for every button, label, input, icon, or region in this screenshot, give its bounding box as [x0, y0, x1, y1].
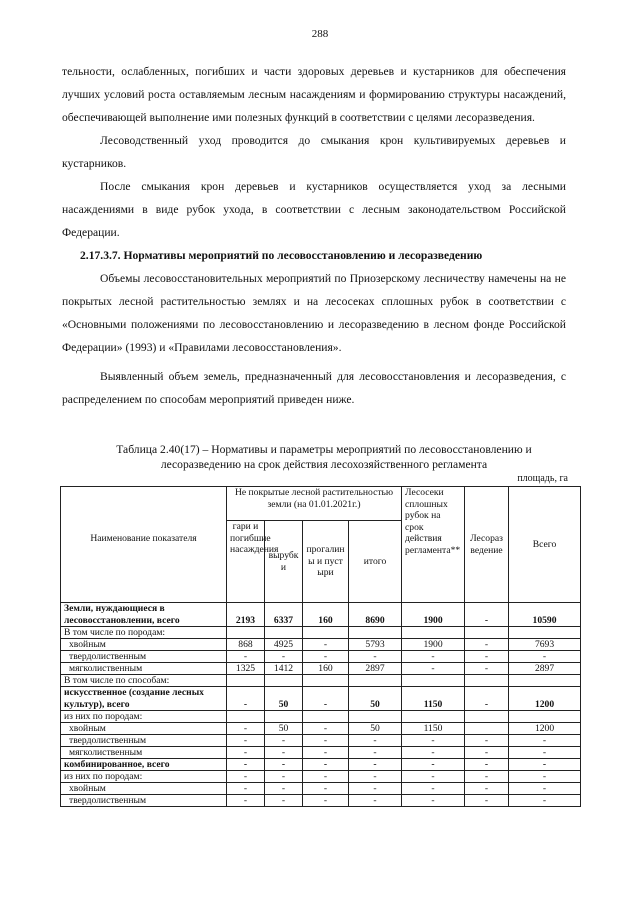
row-value: - — [465, 783, 509, 795]
row-value: 8690 — [349, 603, 402, 627]
header-vsego: Всего — [509, 487, 581, 603]
table-row — [61, 735, 581, 747]
row-value: - — [265, 759, 303, 771]
row-value: - — [402, 783, 465, 795]
row-value: - — [349, 735, 402, 747]
row-value — [303, 711, 349, 723]
row-value: - — [227, 723, 265, 735]
row-value: - — [303, 783, 349, 795]
row-value: - — [509, 651, 581, 663]
row-value: 160 — [303, 603, 349, 627]
row-value: - — [402, 663, 465, 675]
row-value — [402, 675, 465, 687]
row-label: из них по породам: — [61, 711, 227, 723]
row-value: - — [349, 651, 402, 663]
row-label: В том числе по породам: — [61, 627, 227, 639]
row-value — [465, 675, 509, 687]
row-value: - — [402, 651, 465, 663]
row-value — [509, 627, 581, 639]
row-value: - — [265, 795, 303, 807]
row-value: 1150 — [402, 723, 465, 735]
row-value: - — [402, 735, 465, 747]
row-label: комбинированное, всего — [61, 759, 227, 771]
table-row — [61, 687, 581, 711]
row-value — [227, 711, 265, 723]
row-value — [265, 675, 303, 687]
row-value: 50 — [349, 687, 402, 711]
row-value: - — [402, 771, 465, 783]
row-value — [509, 711, 581, 723]
row-value: 50 — [265, 723, 303, 735]
table-row — [61, 795, 581, 807]
row-value: - — [465, 651, 509, 663]
row-label: твердолиственным — [61, 735, 227, 747]
row-value — [227, 627, 265, 639]
header-progaliny: прогалины и пустыри — [303, 521, 349, 603]
row-value: - — [465, 759, 509, 771]
table-caption-line: Таблица 2.40(17) – Нормативы и параметры мероприятий по лесовосстановлению и — [116, 443, 532, 456]
row-value: 2193 — [227, 603, 265, 627]
row-value: 6337 — [265, 603, 303, 627]
row-value: 1200 — [509, 687, 581, 711]
row-value: - — [265, 783, 303, 795]
table-row — [61, 627, 581, 639]
row-value: - — [265, 747, 303, 759]
row-value: - — [509, 771, 581, 783]
row-value — [402, 711, 465, 723]
row-label: Земли, нуждающиеся в лесовосстановлении, всего — [61, 603, 227, 627]
table-row — [61, 771, 581, 783]
header-vyrubki: вырубки — [265, 521, 303, 603]
row-value: - — [303, 747, 349, 759]
table-row — [61, 675, 581, 687]
row-value — [465, 723, 509, 735]
row-value: - — [227, 759, 265, 771]
table-row — [61, 651, 581, 663]
row-value: - — [509, 747, 581, 759]
row-label: искусственное (создание лесных культур), всего — [61, 687, 227, 711]
row-value: - — [349, 795, 402, 807]
row-value: - — [303, 771, 349, 783]
row-value: - — [349, 783, 402, 795]
row-value: - — [303, 735, 349, 747]
row-value: 1325 — [227, 663, 265, 675]
table-row — [61, 783, 581, 795]
row-value: 7693 — [509, 639, 581, 651]
header-gari: гари и погибшие насаждения — [227, 521, 265, 603]
row-value — [349, 675, 402, 687]
row-value — [465, 627, 509, 639]
row-value: - — [509, 759, 581, 771]
header-lesoseki: Лесосеки сплошных рубок на срок действия регламента** — [402, 487, 465, 603]
row-value: - — [265, 771, 303, 783]
row-value: 1150 — [402, 687, 465, 711]
table-row — [61, 747, 581, 759]
table-unit: площадь, га — [517, 473, 568, 484]
row-label: мягколиственным — [61, 663, 227, 675]
row-value: - — [303, 651, 349, 663]
row-value: 10590 — [509, 603, 581, 627]
table-row — [61, 663, 581, 675]
row-value: - — [227, 783, 265, 795]
row-label: хвойным — [61, 723, 227, 735]
row-value — [227, 675, 265, 687]
row-value: 160 — [303, 663, 349, 675]
row-value — [349, 627, 402, 639]
row-label: хвойным — [61, 783, 227, 795]
paragraph: Объемы лесовосстановительных мероприятий по Приозерскому лесничеству намечены на не покрытых лесной растительностью землях и на лесосеках сплошных рубок в соответствии с «Основными положениями по лесовосстановлению и лесоразведению в лесном фонде Российской Федерации» (1993) и «Правилами лесовосстановления». — [62, 272, 566, 354]
row-value: 1412 — [265, 663, 303, 675]
row-value: 50 — [349, 723, 402, 735]
row-value: 1900 — [402, 603, 465, 627]
row-value: - — [303, 759, 349, 771]
table-caption-line: лесоразведению на срок действия лесохозяйственного регламента — [160, 458, 488, 471]
row-label: хвойным — [61, 639, 227, 651]
table-row — [61, 723, 581, 735]
table-row — [61, 711, 581, 723]
row-label: твердолиственным — [61, 651, 227, 663]
paragraph: тельности, ослабленных, погибших и части здоровых деревьев и кустарников для обеспечения лучших условий роста оставляемым лесным насаждениям и формированию структуры насаждений, обеспечивающей выполнение ими полезных функций в соответствии с целями лесоразведения. — [62, 65, 566, 124]
row-value: - — [349, 759, 402, 771]
row-value: - — [349, 747, 402, 759]
header-itogo: итого — [349, 521, 402, 603]
row-value: - — [265, 735, 303, 747]
row-value: - — [265, 651, 303, 663]
row-value: - — [509, 783, 581, 795]
row-value: 1900 — [402, 639, 465, 651]
row-value: - — [303, 639, 349, 651]
table-row — [61, 639, 581, 651]
row-value: - — [227, 735, 265, 747]
row-value: - — [465, 639, 509, 651]
row-value: - — [303, 723, 349, 735]
paragraph: После смыкания крон деревьев и кустарников осуществляется уход за лесными насаждениями в виде рубок ухода, в соответствии с лесным законодательством Российской Федерации. — [62, 180, 566, 239]
row-value: - — [227, 747, 265, 759]
row-value: - — [465, 603, 509, 627]
page-number: 288 — [311, 28, 329, 40]
row-value: - — [465, 735, 509, 747]
row-value: - — [303, 795, 349, 807]
row-value: 2897 — [349, 663, 402, 675]
row-value: - — [465, 771, 509, 783]
row-value — [303, 675, 349, 687]
row-value: 50 — [265, 687, 303, 711]
row-label: твердолиственным — [61, 795, 227, 807]
row-value: - — [227, 795, 265, 807]
section-heading: 2.17.3.7. Нормативы мероприятий по лесовосстановлению и лесоразведению — [80, 249, 483, 262]
row-value: - — [465, 795, 509, 807]
paragraph: Лесоводственный уход проводится до смыкания крон культивируемых деревьев и кустарников. — [62, 134, 566, 170]
row-value — [509, 675, 581, 687]
table-row — [61, 603, 581, 627]
table-row — [61, 759, 581, 771]
header-lesorazvedenie: Лесоразведение — [465, 487, 509, 603]
row-value: 868 — [227, 639, 265, 651]
row-value: - — [465, 747, 509, 759]
row-value — [465, 711, 509, 723]
row-value: - — [402, 795, 465, 807]
row-value — [402, 627, 465, 639]
paragraph: Выявленный объем земель, предназначенный для лесовосстановления и лесоразведения, с распределением по способам мероприятий приведен ниже. — [62, 370, 566, 406]
row-value: 4925 — [265, 639, 303, 651]
row-value: - — [509, 795, 581, 807]
row-value: - — [227, 687, 265, 711]
row-value — [303, 627, 349, 639]
header-name: Наименование показателя — [61, 487, 227, 603]
header-nonforest-group: Не покрытые лесной растительностью земли (на 01.01.2021г.) — [227, 487, 402, 521]
row-value: - — [465, 687, 509, 711]
row-label: из них по породам: — [61, 771, 227, 783]
row-value — [265, 627, 303, 639]
row-value: - — [509, 735, 581, 747]
norms-table — [60, 486, 581, 807]
row-value: 5793 — [349, 639, 402, 651]
row-label: мягколиственным — [61, 747, 227, 759]
row-label: В том числе по способам: — [61, 675, 227, 687]
row-value: - — [402, 747, 465, 759]
row-value: 1200 — [509, 723, 581, 735]
row-value: - — [303, 687, 349, 711]
table-caption — [80, 442, 568, 472]
row-value: 2897 — [509, 663, 581, 675]
row-value: - — [465, 663, 509, 675]
row-value: - — [349, 771, 402, 783]
row-value: - — [402, 759, 465, 771]
row-value: - — [227, 651, 265, 663]
row-value: - — [227, 771, 265, 783]
row-value — [265, 711, 303, 723]
body-text — [62, 60, 566, 411]
row-value — [349, 711, 402, 723]
